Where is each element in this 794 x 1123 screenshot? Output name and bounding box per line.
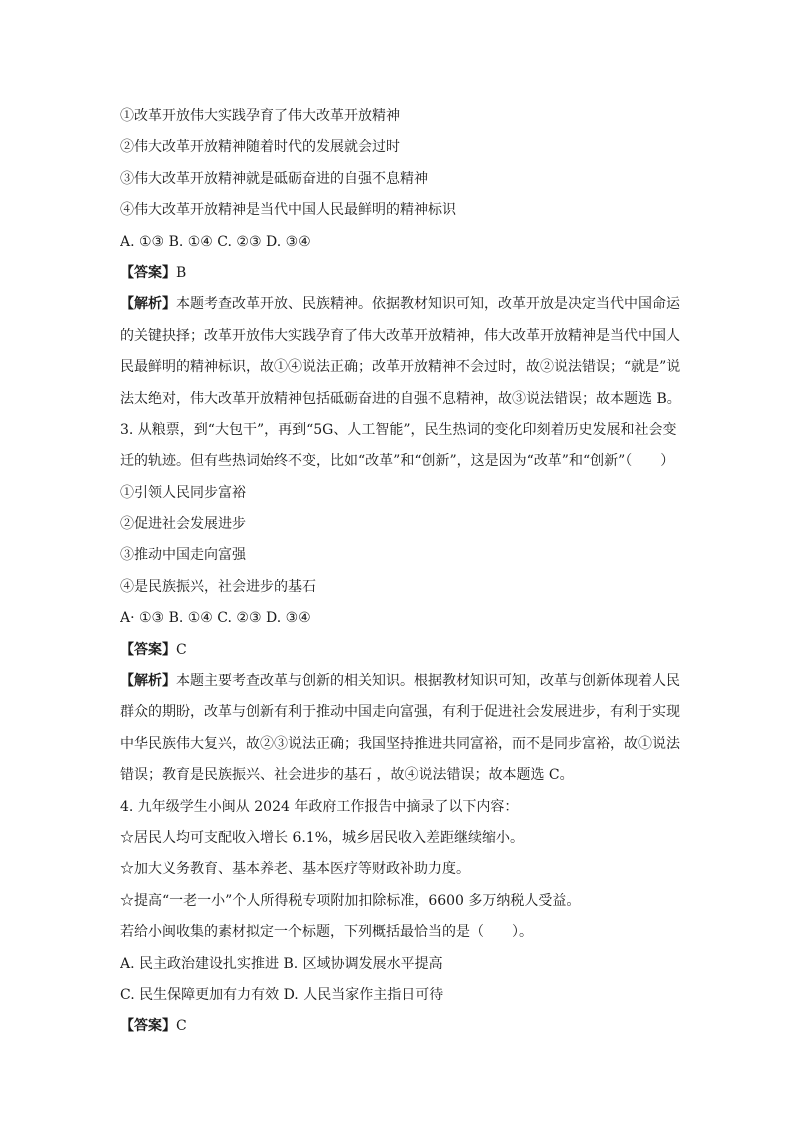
q4-stem: 4. 九年级学生小闽从 2024 年政府工作报告中摘录了以下内容： xyxy=(120,798,519,815)
q3-stem-line: 3. 从粮票，到“大包干”，再到“5G、人工智能”，民生热词的变化印刻着历史发展和社会变 xyxy=(120,421,677,438)
q2-option-2: ②伟大改革开放精神随着时代的发展就会过时 xyxy=(120,139,400,156)
q3-option-1: ①引领人民同步富裕 xyxy=(120,484,246,501)
q3-choices: A· ①③ B. ①④ C. ②③ D. ③④ xyxy=(120,610,311,627)
q2-answer xyxy=(120,258,690,289)
q2-option-4: ④伟大改革开放精神是当代中国人民最鲜明的精神标识 xyxy=(120,202,456,219)
q3-answer xyxy=(120,635,690,666)
answer-label: 【答案】 xyxy=(120,641,176,658)
q4-choices-line-1: A. 民主政治建设扎实推进 B. 区域协调发展水平提高 xyxy=(120,955,443,972)
document-content xyxy=(120,101,690,1043)
answer-label: 【答案】 xyxy=(120,1018,176,1035)
q2-analysis-line: 的关键抉择；改革开放伟大实践孕育了伟大改革开放精神，伟大改革开放精神是当代中国人 xyxy=(120,327,680,344)
q3-stem-line: 迁的轨迹。但有些热词始终不变，比如“改革”和“创新”，这是因为“改革”和“创新”（ ） xyxy=(120,453,675,470)
q4-choices-line-2: C. 民生保障更加有力有效 D. 人民当家作主指日可待 xyxy=(120,986,444,1003)
q3-analysis-line: 中华民族伟大复兴，故②③说法正确；我国坚持推进共同富裕，而不是同步富裕，故①说法 xyxy=(120,735,680,752)
q4-question: 若给小闽收集的素材拟定一个标题，下列概括最恰当的是（ ）。 xyxy=(120,924,533,941)
q2-analysis-line: 民最鲜明的精神标识，故①④说法正确；改革开放精神不会过时，故②说法错误；“就是”说 xyxy=(120,359,681,376)
q4-item-3: ☆提高“一老一小”个人所得税专项附加扣除标准，6600 多万纳税人受益。 xyxy=(120,892,581,909)
q3-analysis-line xyxy=(120,666,690,697)
q3-analysis-line: 群众的期盼，改革与创新有利于推动中国走向富强，有利于促进社会发展进步，有利于实现 xyxy=(120,704,680,721)
q2-analysis-line: 法太绝对，伟大改革开放精神包括砥砺奋进的自强不息精神，故③说法错误；故本题选 B。 xyxy=(120,390,681,407)
q3-option-3: ③推动中国走向富强 xyxy=(120,547,246,564)
q4-item-2: ☆加大义务教育、基本养老、基本医疗等财政补助力度。 xyxy=(120,861,470,878)
q4-item-1: ☆居民人均可支配收入增长 6.1%，城乡居民收入差距继续缩小。 xyxy=(120,829,525,846)
q2-choices: A. ①③ B. ①④ C. ②③ D. ③④ xyxy=(120,233,311,250)
analysis-label: 【解析】 xyxy=(120,296,176,313)
q3-option-4: ④是民族振兴，社会进步的基石 xyxy=(120,578,316,595)
answer-value: C xyxy=(176,641,187,658)
analysis-text: 本题主要考查改革与创新的相关知识。根据教材知识可知，改革与创新体现着人民 xyxy=(176,673,680,690)
answer-value: B xyxy=(176,264,187,281)
q2-option-1: ①改革开放伟大实践孕育了伟大改革开放精神 xyxy=(120,108,400,124)
analysis-label: 【解析】 xyxy=(120,673,176,690)
answer-value: C xyxy=(176,1018,187,1035)
q3-option-2: ②促进社会发展进步 xyxy=(120,516,246,533)
answer-label: 【答案】 xyxy=(120,264,176,281)
q2-analysis-line xyxy=(120,289,690,320)
q4-answer xyxy=(120,1011,690,1042)
q2-option-3: ③伟大改革开放精神就是砥砺奋进的自强不息精神 xyxy=(120,170,428,187)
analysis-text: 本题考查改革开放、民族精神。依据教材知识可知，改革开放是决定当代中国命运 xyxy=(176,296,680,313)
q3-analysis-line: 错误；教育是民族振兴、社会进步的基石 ，故④说法错误；故本题选 C。 xyxy=(120,767,574,784)
